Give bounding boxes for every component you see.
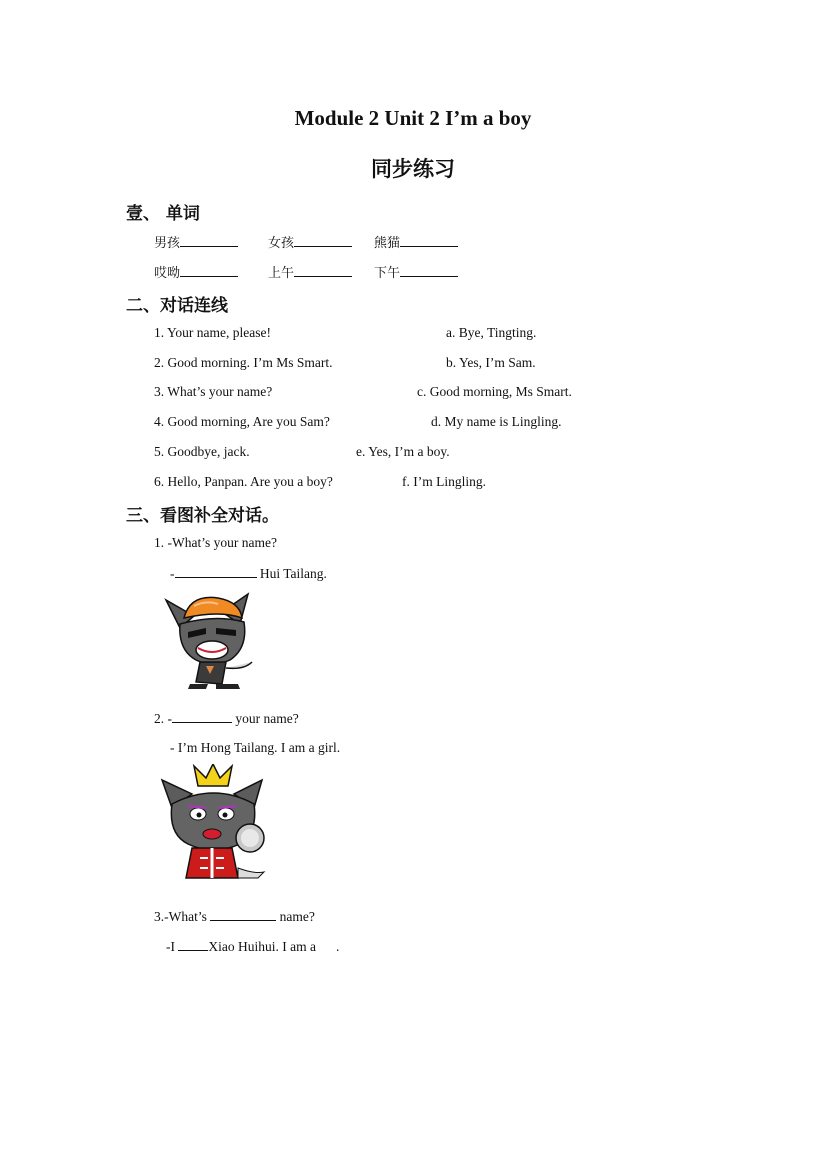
word-item: 女孩 (268, 232, 352, 251)
match-right-item[interactable]: c. Good morning, Ms Smart. (417, 384, 572, 399)
word-item: 男孩 (154, 232, 238, 251)
match-right-item[interactable]: d. My name is Lingling. (431, 414, 562, 429)
answer-blank[interactable] (175, 565, 257, 578)
answer-blank[interactable] (400, 264, 458, 277)
section1-heading: 壹、 单词 (126, 204, 200, 224)
answer-blank[interactable] (172, 710, 232, 723)
q3-answer: -I Xiao Huihui. I am a . (166, 939, 340, 954)
q3-question: 3.-What’s name? (154, 909, 315, 924)
q2-question: 2. - your name? (154, 711, 299, 726)
match-left-item[interactable]: 5. Goodbye, jack. (154, 444, 250, 459)
section2-heading: 二、对话连线 (126, 296, 228, 316)
word-item: 哎呦 (154, 262, 238, 281)
page-title: Module 2 Unit 2 I’m a boy (294, 106, 532, 130)
match-right-item[interactable]: f. I’m Lingling. (402, 474, 486, 489)
section3-heading: 三、看图补全对话。 (126, 506, 279, 526)
match-left-item[interactable]: 4. Good morning, Are you Sam? (154, 414, 330, 429)
match-left-item[interactable]: 6. Hello, Panpan. Are you a boy? (154, 474, 333, 489)
hong-tailang-illustration (158, 764, 268, 880)
q2-answer: - I’m Hong Tailang. I am a girl. (170, 740, 341, 755)
answer-blank[interactable] (210, 908, 276, 921)
page-subtitle: 同步练习 (371, 157, 455, 181)
answer-blank[interactable] (180, 234, 238, 247)
answer-blank[interactable] (178, 938, 208, 951)
word-item: 上午 (268, 262, 352, 281)
match-left-item[interactable]: 2. Good morning. I’m Ms Smart. (154, 355, 333, 370)
q1-answer: - Hui Tailang. (170, 566, 327, 581)
answer-blank[interactable] (400, 234, 458, 247)
match-right-item[interactable]: a. Bye, Tingting. (446, 325, 537, 340)
answer-blank[interactable] (294, 234, 352, 247)
match-left-item[interactable]: 1. Your name, please! (154, 325, 271, 340)
word-item: 熊猫 (374, 232, 458, 251)
answer-blank[interactable] (180, 264, 238, 277)
hui-tailang-illustration (160, 588, 264, 692)
match-right-item[interactable]: e. Yes, I’m a boy. (356, 444, 450, 459)
q1-question: 1. -What’s your name? (154, 535, 277, 550)
word-item: 下午 (374, 262, 458, 281)
match-left-item[interactable]: 3. What’s your name? (154, 384, 273, 399)
answer-blank[interactable] (294, 264, 352, 277)
match-right-item[interactable]: b. Yes, I’m Sam. (446, 355, 536, 370)
